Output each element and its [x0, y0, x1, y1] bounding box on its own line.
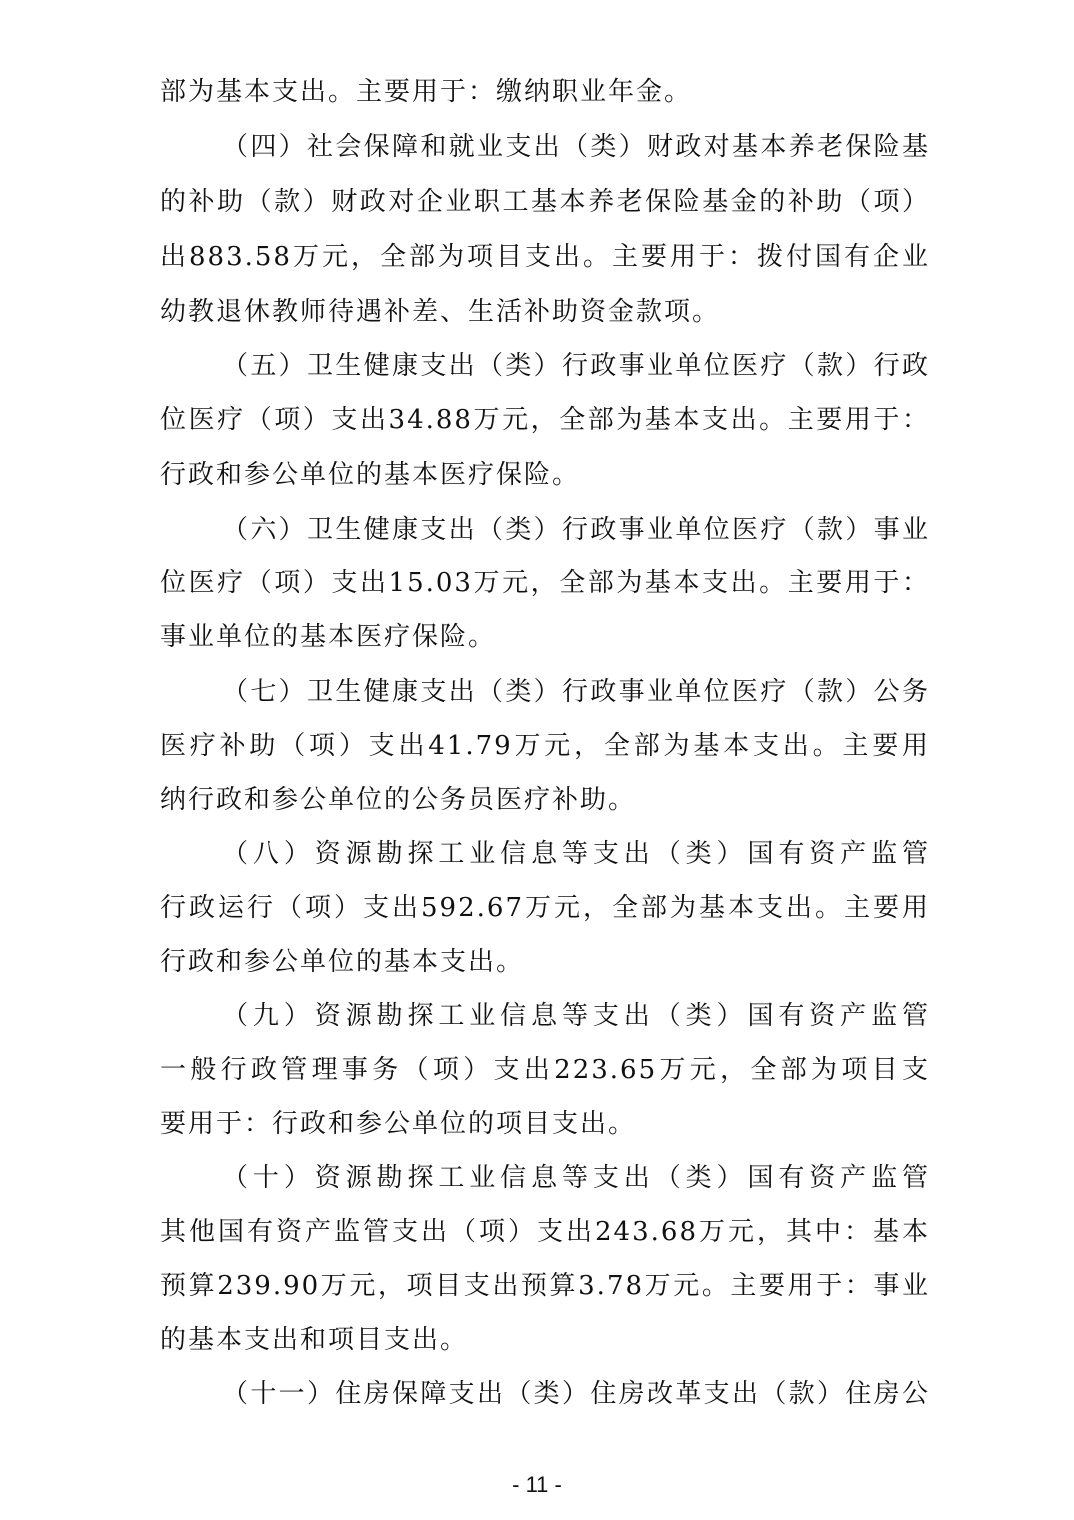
text-line: 行政和参公单位的基本支出。 [160, 947, 525, 977]
paragraph-5-line-1: （五）卫生健康支出（类）行政事业单位医疗（款）行政 [222, 351, 930, 381]
text-line: 幼教退休教师待遇补差、生活补助资金款项。 [160, 297, 721, 327]
text-line: 行政和参公单位的基本医疗保险。 [160, 460, 581, 490]
paragraph-10-line-1: （十）资源勘探工业信息等支出（类）国有资产监管 [222, 1163, 930, 1193]
paragraph-11-line-1: （十一）住房保障支出（类）住房改革支出（款）住房公 [222, 1379, 930, 1409]
text-line: 预算239.90万元，项目支出预算3.78万元。主要用于：事业 [160, 1271, 930, 1301]
text-line: 一般行政管理事务（项）支出223.65万元，全部为项目支 [160, 1055, 930, 1085]
text-line: 要用于：行政和参公单位的项目支出。 [160, 1109, 637, 1139]
text-line: 出883.58万元，全部为项目支出。主要用于：拨付国有企业 [160, 242, 930, 272]
text-line: 其他国有资产监管支出（项）支出243.68万元，其中：基本 [160, 1217, 930, 1247]
text-line: 事业单位的基本医疗保险。 [160, 622, 497, 652]
page-number: - 11 - [512, 1472, 562, 1497]
paragraph-8-line-1: （八）资源勘探工业信息等支出（类）国有资产监管 [222, 839, 930, 869]
text-line: 行政运行（项）支出592.67万元，全部为基本支出。主要用 [160, 893, 930, 923]
text-line: 位医疗（项）支出15.03万元，全部为基本支出。主要用于： [160, 568, 930, 598]
text-line: 医疗补助（项）支出41.79万元，全部为基本支出。主要用 [160, 731, 930, 761]
text-line: 纳行政和参公单位的公务员医疗补助。 [160, 785, 637, 815]
text-line: 部为基本支出。主要用于：缴纳职业年金。 [160, 77, 693, 107]
paragraph-7-line-1: （七）卫生健康支出（类）行政事业单位医疗（款）公务 [222, 677, 930, 707]
text-line: 的补助（款）财政对企业职工基本养老保险基金的补助（项） [160, 187, 930, 217]
text-line: 位医疗（项）支出34.88万元，全部为基本支出。主要用于： [160, 405, 930, 435]
paragraph-4-line-1: （四）社会保障和就业支出（类）财政对基本养老保险基 [222, 132, 930, 162]
paragraph-6-line-1: （六）卫生健康支出（类）行政事业单位医疗（款）事业 [222, 515, 930, 545]
paragraph-9-line-1: （九）资源勘探工业信息等支出（类）国有资产监管 [222, 1001, 930, 1031]
text-line: 的基本支出和项目支出。 [160, 1325, 469, 1355]
